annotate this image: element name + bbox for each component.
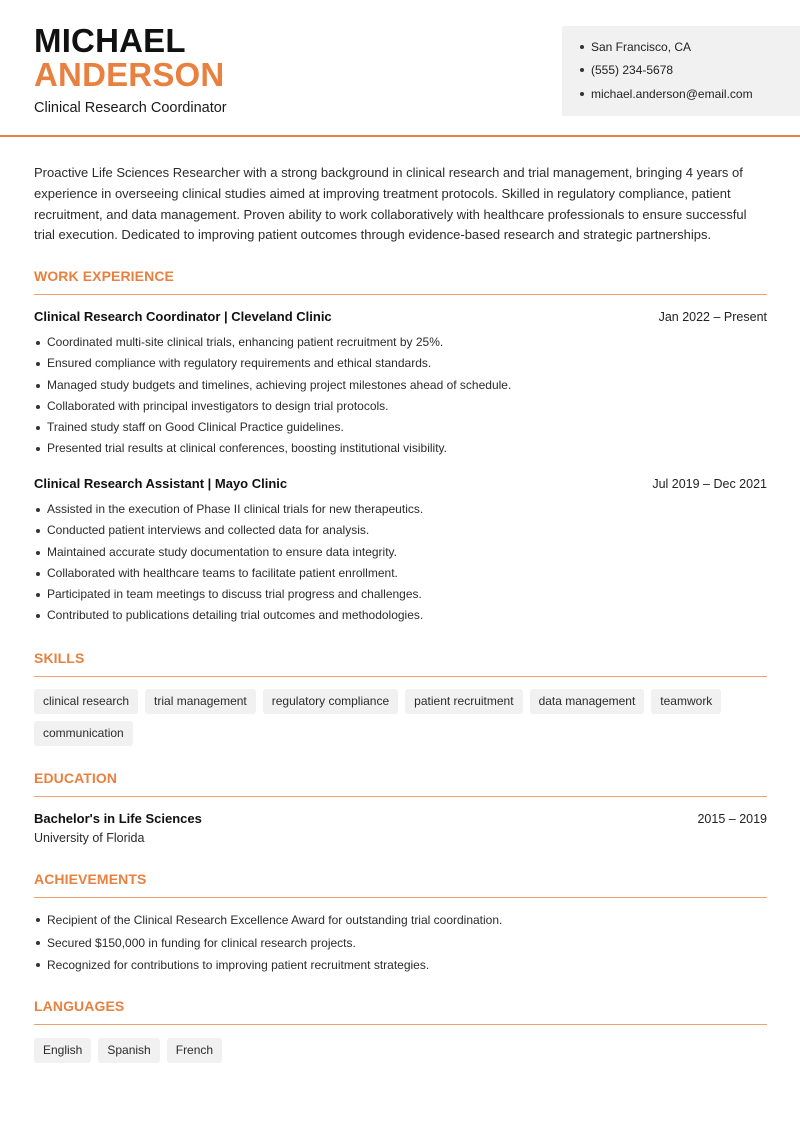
list-item: Collaborated with healthcare teams to facilitate patient enrollment. (34, 563, 767, 584)
job-title-company: Clinical Research Assistant | Mayo Clinic (34, 476, 288, 491)
language-tag: Spanish (98, 1038, 159, 1063)
section-divider (34, 1024, 767, 1025)
list-item: Trained study staff on Good Clinical Practice guidelines. (34, 417, 767, 438)
education-dates: 2015 – 2019 (697, 812, 767, 826)
section-title-achievements: ACHIEVEMENTS (34, 871, 147, 887)
list-item: Presented trial results at clinical conferences, boosting institutional visibility. (34, 438, 767, 459)
last-name: ANDERSON (34, 56, 225, 93)
list-item: Ensured compliance with regulatory requirements and ethical standards. (34, 353, 767, 374)
section-title-work: WORK EXPERIENCE (34, 268, 174, 284)
bullet-icon (580, 45, 584, 49)
job-bullets (34, 499, 767, 627)
list-item: Managed study budgets and timelines, achieving project milestones ahead of schedule. (34, 375, 767, 396)
section-title-languages: LANGUAGES (34, 998, 125, 1014)
achievement-bullets (34, 909, 767, 977)
job-entry-header (34, 309, 767, 324)
list-item: Assisted in the execution of Phase II clinical trials for new therapeutics. (34, 499, 767, 520)
skill-tag: data management (530, 689, 645, 714)
section-divider (34, 294, 767, 295)
section-divider (34, 796, 767, 797)
skills-tags (34, 689, 774, 753)
job-dates: Jul 2019 – Dec 2021 (652, 477, 767, 491)
skill-tag: clinical research (34, 689, 138, 714)
job-entry-header (34, 476, 767, 491)
resume-header (0, 0, 800, 137)
list-item: Secured $150,000 in funding for clinical research projects. (34, 932, 767, 955)
language-tags (34, 1038, 774, 1070)
education-entry-header (34, 811, 767, 826)
contact-location: San Francisco, CA (580, 35, 800, 59)
skill-tag: regulatory compliance (263, 689, 398, 714)
list-item: Contributed to publications detailing trial outcomes and methodologies. (34, 605, 767, 626)
list-item: Collaborated with principal investigators to design trial protocols. (34, 396, 767, 417)
bullet-icon (580, 68, 584, 72)
language-tag: French (167, 1038, 222, 1063)
contact-email[interactable]: michael.anderson@email.com (580, 82, 800, 106)
skill-tag: communication (34, 721, 133, 746)
list-item: Conducted patient interviews and collected data for analysis. (34, 520, 767, 541)
school-name: University of Florida (34, 831, 145, 845)
job-title-company: Clinical Research Coordinator | Cleveland Clinic (34, 309, 332, 324)
contact-phone: (555) 234-5678 (580, 59, 800, 83)
skill-tag: trial management (145, 689, 256, 714)
job-title: Clinical Research Coordinator (34, 100, 227, 116)
list-item: Recognized for contributions to improving patient recruitment strategies. (34, 954, 767, 977)
summary-paragraph: Proactive Life Sciences Researcher with a strong background in clinical research and trial management, bringing 4 years of experience in overseeing clinical studies aimed at improving treatment protocols. Skilled in regulatory compliance, patient recruitment, and data management. Proven ability to work collaboratively with healthcare professionals to ensure successful trial execution. Dedicated to improving patient outcomes through evidence-based research and strategic partnerships. (34, 165, 747, 243)
list-item: Maintained accurate study documentation to ensure data integrity. (34, 542, 767, 563)
language-tag: English (34, 1038, 91, 1063)
skill-tag: teamwork (651, 689, 721, 714)
section-divider (34, 897, 767, 898)
job-bullets (34, 332, 767, 460)
skill-tag: patient recruitment (405, 689, 522, 714)
list-item: Coordinated multi-site clinical trials, enhancing patient recruitment by 25%. (34, 332, 767, 353)
contact-box (562, 26, 800, 116)
first-name: MICHAEL (34, 22, 186, 59)
bullet-icon (580, 92, 584, 96)
degree-title: Bachelor's in Life Sciences (34, 811, 202, 826)
section-title-skills: SKILLS (34, 650, 85, 666)
section-divider (34, 676, 767, 677)
list-item: Recipient of the Clinical Research Excellence Award for outstanding trial coordination. (34, 909, 767, 932)
job-dates: Jan 2022 – Present (658, 310, 767, 324)
list-item: Participated in team meetings to discuss trial progress and challenges. (34, 584, 767, 605)
section-title-education: EDUCATION (34, 770, 118, 786)
